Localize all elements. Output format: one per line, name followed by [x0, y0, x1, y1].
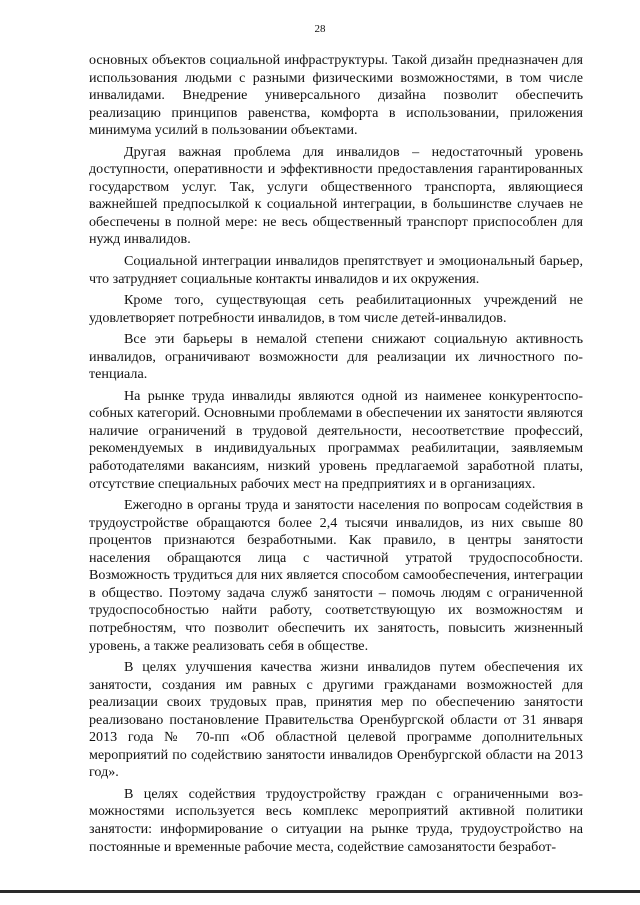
page-number: 28 [314, 23, 326, 35]
paragraph: основных объектов социальной инфраструктуры. Такой дизайн предназначен для использования людьми с разными физическими возможностями, в том числе инвалидами. Внедрение универсального дизайна позволит обеспечить реализацию принципов равенства, комфорта в использовании, приложения минимума усилий в пользовании объектами. [89, 52, 583, 139]
page-bottom-rule [0, 890, 640, 893]
paragraph: Социальной интеграции инвалидов препятствует и эмоциональный барьер, что затрудняет социальные контакты инвалидов и их окружения. [89, 253, 583, 287]
paragraph: В целях содействия трудоустройству граждан с ограниченными возможностями используется весь комплекс мероприятий активной политики занятости: информирование о ситуации на рынке труда, трудоустройство на постоянные и временные рабочие места, содействие самозанятости безработ- [89, 785, 583, 855]
paragraph: Другая важная проблема для инвалидов – недостаточный уровень доступности, оперативности и эффективности предоставления гарантированных государством услуг. Так, услуги общественного транспорта, являющиеся важнейшей предпосылкой к социальной интеграции, в большинстве случаев не обеспечены в полной мере: не весь общественный транспорт приспособлен для нужд инвалидов. [89, 143, 583, 248]
paragraph: Ежегодно в органы труда и занятости населения по вопросам содействия в трудоустройстве обращаются более 2,4 тысячи инвалидов, из них свыше 80 процентов признаются безработными. Как правило, в центры занятости населения обращаются лица с частичной утратой трудоспособности. Возможность трудиться для них является способом самообеспечения, интеграции в общество. Поэтому задача служб занятости – помочь людям с ограниченной трудоспособностью найти работу, соответствующую их возможностям и потребностям, что позволит обеспечить их занятость, повысить жизненный уровень, а также реализовать себя в обществе. [89, 497, 583, 654]
paragraph: На рынке труда инвалиды являются одной из наименее конкурентоспособных категорий. Основными проблемами в обеспечении их занятости являются наличие ограничений в трудовой деятельности, несоответствие профессий, рекомендуемых в индивидуальных программах реабилитации, заявляемым работодателями вакансиям, низкий уровень предлагаемой заработной платы, отсутствие специальных рабочих мест на предприятиях и в организациях. [89, 387, 583, 492]
paragraph: Все эти барьеры в немалой степени снижают социальную активность инвалидов, ограничивают возможности для реализации их личностного потенциала. [89, 331, 583, 383]
paragraph: В целях улучшения качества жизни инвалидов путем обеспечения их занятости, создания им равных с другими гражданами возможностей для реализации своих трудовых прав, принятия мер по обеспечению занятости реализовано постановление Правительства Оренбургской области от 31 января 2013 года № 70-пп «Об областной целевой программе дополнительных мероприятий по содействию занятости инвалидов Оренбургской области на 2013 год». [89, 659, 583, 781]
document-body [89, 52, 583, 860]
paragraph: Кроме того, существующая сеть реабилитационных учреждений не удовлетворяет потребности инвалидов, в том числе детей-инвалидов. [89, 292, 583, 326]
